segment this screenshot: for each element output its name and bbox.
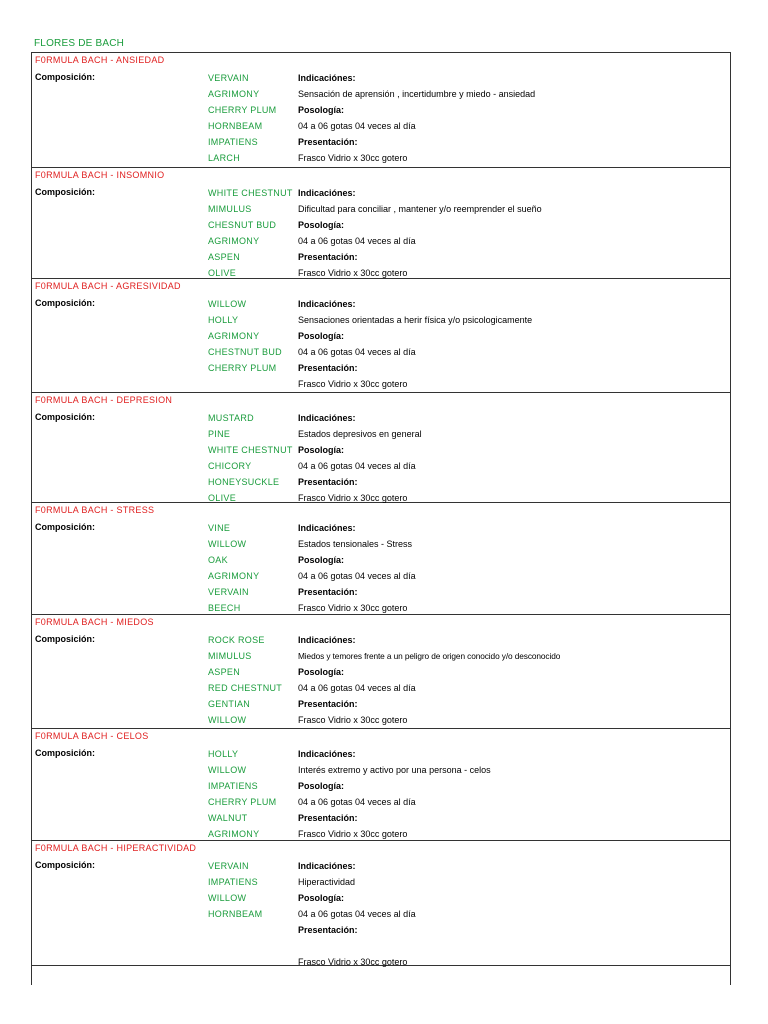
posologia-text: 04 a 06 gotas 04 veces al día	[298, 797, 416, 807]
flower-item: LARCH	[208, 153, 241, 163]
composition-label: Composición:	[35, 860, 95, 870]
flower-item: VINE	[208, 523, 231, 533]
indicaciones-label: Indicaciónes:	[298, 523, 356, 533]
flower-item: CHERRY PLUM	[208, 105, 277, 115]
posologia-label: Posología:	[298, 893, 345, 903]
flower-item: ROCK ROSE	[208, 635, 265, 645]
flower-list	[208, 634, 282, 730]
formula-section-miedos	[32, 615, 730, 729]
formula-section-agresividad	[32, 279, 730, 393]
flower-list	[208, 72, 276, 168]
flower-item: MUSTARD	[208, 413, 254, 423]
formula-section-ansiedad	[32, 53, 730, 168]
info-column	[298, 298, 532, 394]
posologia-label: Posología:	[298, 331, 345, 341]
presentacion-text: Frasco Vidrio x 30cc gotero	[298, 268, 408, 278]
posologia-label: Posología:	[298, 667, 345, 677]
posologia-text: 04 a 06 gotas 04 veces al día	[298, 236, 416, 246]
presentacion-label: Presentación:	[298, 137, 358, 147]
posologia-label: Posología:	[298, 220, 345, 230]
flower-item: HOLLY	[208, 315, 239, 325]
posologia-label: Posología:	[298, 781, 345, 791]
flower-item: AGRIMONY	[208, 829, 260, 839]
presentacion-text: Frasco Vidrio x 30cc gotero	[298, 493, 408, 503]
presentacion-text: Frasco Vidrio x 30cc gotero	[298, 603, 408, 613]
flower-item: IMPATIENS	[208, 137, 258, 147]
flower-item: RED CHESTNUT	[208, 683, 283, 693]
flower-list	[208, 522, 259, 618]
flower-item: CHESTNUT BUD	[208, 347, 282, 357]
posologia-label: Posología:	[298, 555, 345, 565]
flower-item: OLIVE	[208, 493, 237, 503]
presentacion-label: Presentación:	[298, 925, 358, 935]
section-title: F0RMULA BACH - ANSIEDAD	[35, 55, 165, 65]
flower-item: WALNUT	[208, 813, 248, 823]
flower-item: CHERRY PLUM	[208, 363, 277, 373]
flower-item: CHERRY PLUM	[208, 797, 277, 807]
flower-item: HONEYSUCKLE	[208, 477, 280, 487]
info-column	[298, 634, 560, 730]
info-column	[298, 72, 535, 168]
flower-item: WILLOW	[208, 765, 247, 775]
flower-item: ASPEN	[208, 667, 241, 677]
info-column	[298, 412, 422, 508]
info-column	[298, 522, 416, 618]
indicaciones-text: Sensación de aprensión , incertidumbre y miedo - ansiedad	[298, 89, 536, 99]
section-title: F0RMULA BACH - AGRESIVIDAD	[35, 281, 181, 291]
flower-item: AGRIMONY	[208, 571, 260, 581]
flower-item: AGRIMONY	[208, 236, 260, 246]
posologia-text: 04 a 06 gotas 04 veces al día	[298, 571, 416, 581]
flower-item: OLIVE	[208, 268, 237, 278]
presentacion-text: Frasco Vidrio x 30cc gotero	[298, 829, 408, 839]
formula-table	[31, 52, 731, 985]
flower-item: IMPATIENS	[208, 781, 258, 791]
flower-item: OAK	[208, 555, 228, 565]
composition-label: Composición:	[35, 748, 95, 758]
posologia-text: 04 a 06 gotas 04 veces al día	[298, 461, 416, 471]
posologia-text: 04 a 06 gotas 04 veces al día	[298, 909, 416, 919]
formula-section-insomnio	[32, 168, 730, 279]
flower-item: HOLLY	[208, 749, 239, 759]
indicaciones-text: Interés extremo y activo por una persona - celos	[298, 765, 491, 775]
flower-item: VERVAIN	[208, 861, 249, 871]
flower-item: WHITE CHESTNUT	[208, 445, 293, 455]
posologia-text: 04 a 06 gotas 04 veces al día	[298, 121, 416, 131]
flower-item: BEECH	[208, 603, 241, 613]
composition-label: Composición:	[35, 298, 95, 308]
flower-item: AGRIMONY	[208, 331, 260, 341]
indicaciones-label: Indicaciónes:	[298, 413, 356, 423]
formula-section-stress	[32, 503, 730, 615]
presentacion-text: Frasco Vidrio x 30cc gotero	[298, 153, 408, 163]
posologia-text: 04 a 06 gotas 04 veces al día	[298, 683, 416, 693]
info-column	[298, 748, 491, 844]
indicaciones-text: Estados tensionales - Stress	[298, 539, 413, 549]
indicaciones-label: Indicaciónes:	[298, 635, 356, 645]
flower-list	[208, 187, 293, 283]
indicaciones-label: Indicaciónes:	[298, 749, 356, 759]
flower-list	[208, 298, 282, 378]
flower-item: MIMULUS	[208, 651, 252, 661]
section-title: F0RMULA BACH - HIPERACTIVIDAD	[35, 843, 197, 853]
presentacion-label: Presentación:	[298, 699, 358, 709]
presentacion-text: Frasco Vidrio x 30cc gotero	[298, 715, 408, 725]
indicaciones-text: Dificultad para conciliar , mantener y/o reemprender el sueño	[298, 204, 542, 214]
indicaciones-text: Sensaciones orientadas a herir física y/o psicologicamente	[298, 315, 533, 325]
flower-item: VERVAIN	[208, 587, 249, 597]
section-title: F0RMULA BACH - STRESS	[35, 505, 155, 515]
flower-item: WILLOW	[208, 715, 247, 725]
flower-item: VERVAIN	[208, 73, 249, 83]
presentacion-text: Frasco Vidrio x 30cc gotero	[298, 957, 408, 967]
flower-list	[208, 412, 293, 508]
flower-item: MIMULUS	[208, 204, 252, 214]
presentacion-label: Presentación:	[298, 587, 358, 597]
flower-item: WHITE CHESTNUT	[208, 188, 293, 198]
flower-item: WILLOW	[208, 299, 247, 309]
indicaciones-label: Indicaciónes:	[298, 73, 356, 83]
composition-label: Composición:	[35, 634, 95, 644]
indicaciones-label: Indicaciónes:	[298, 188, 356, 198]
flower-item: PINE	[208, 429, 231, 439]
flower-list	[208, 748, 276, 844]
page-title: FLORES DE BACH	[34, 38, 125, 49]
indicaciones-text: Estados depresivos en general	[298, 429, 422, 439]
composition-label: Composición:	[35, 412, 95, 422]
posologia-label: Posología:	[298, 445, 345, 455]
presentacion-label: Presentación:	[298, 363, 358, 373]
flower-item: WILLOW	[208, 539, 247, 549]
info-column	[298, 860, 416, 972]
presentacion-label: Presentación:	[298, 813, 358, 823]
section-title: F0RMULA BACH - MIEDOS	[35, 617, 154, 627]
composition-label: Composición:	[35, 72, 95, 82]
indicaciones-label: Indicaciónes:	[298, 299, 356, 309]
flower-list	[208, 860, 262, 924]
indicaciones-text: Hiperactividad	[298, 877, 356, 887]
presentacion-label: Presentación:	[298, 252, 358, 262]
posologia-text: 04 a 06 gotas 04 veces al día	[298, 347, 416, 357]
info-column	[298, 187, 542, 283]
presentacion-label: Presentación:	[298, 477, 358, 487]
section-title: F0RMULA BACH - INSOMNIO	[35, 170, 165, 180]
section-title: F0RMULA BACH - DEPRESION	[35, 395, 173, 405]
composition-label: Composición:	[35, 187, 95, 197]
formula-section-depresion	[32, 393, 730, 503]
flower-item: HORNBEAM	[208, 121, 263, 131]
formula-section-hiperactividad	[32, 841, 730, 966]
spacer	[298, 940, 416, 956]
composition-label: Composición:	[35, 522, 95, 532]
flower-item: ASPEN	[208, 252, 241, 262]
flower-item: AGRIMONY	[208, 89, 260, 99]
presentacion-text: Frasco Vidrio x 30cc gotero	[298, 379, 408, 389]
flower-item: WILLOW	[208, 893, 247, 903]
flower-item: GENTIAN	[208, 699, 251, 709]
indicaciones-text: Miedos y temores frente a un peligro de origen conocido y/o desconocido	[298, 651, 561, 661]
formula-section-celos	[32, 729, 730, 841]
indicaciones-label: Indicaciónes:	[298, 861, 356, 871]
flower-item: HORNBEAM	[208, 909, 263, 919]
section-title: F0RMULA BACH - CELOS	[35, 731, 149, 741]
flower-item: CHICORY	[208, 461, 252, 471]
flower-item: IMPATIENS	[208, 877, 258, 887]
flower-item: CHESNUT BUD	[208, 220, 277, 230]
posologia-label: Posología:	[298, 105, 345, 115]
